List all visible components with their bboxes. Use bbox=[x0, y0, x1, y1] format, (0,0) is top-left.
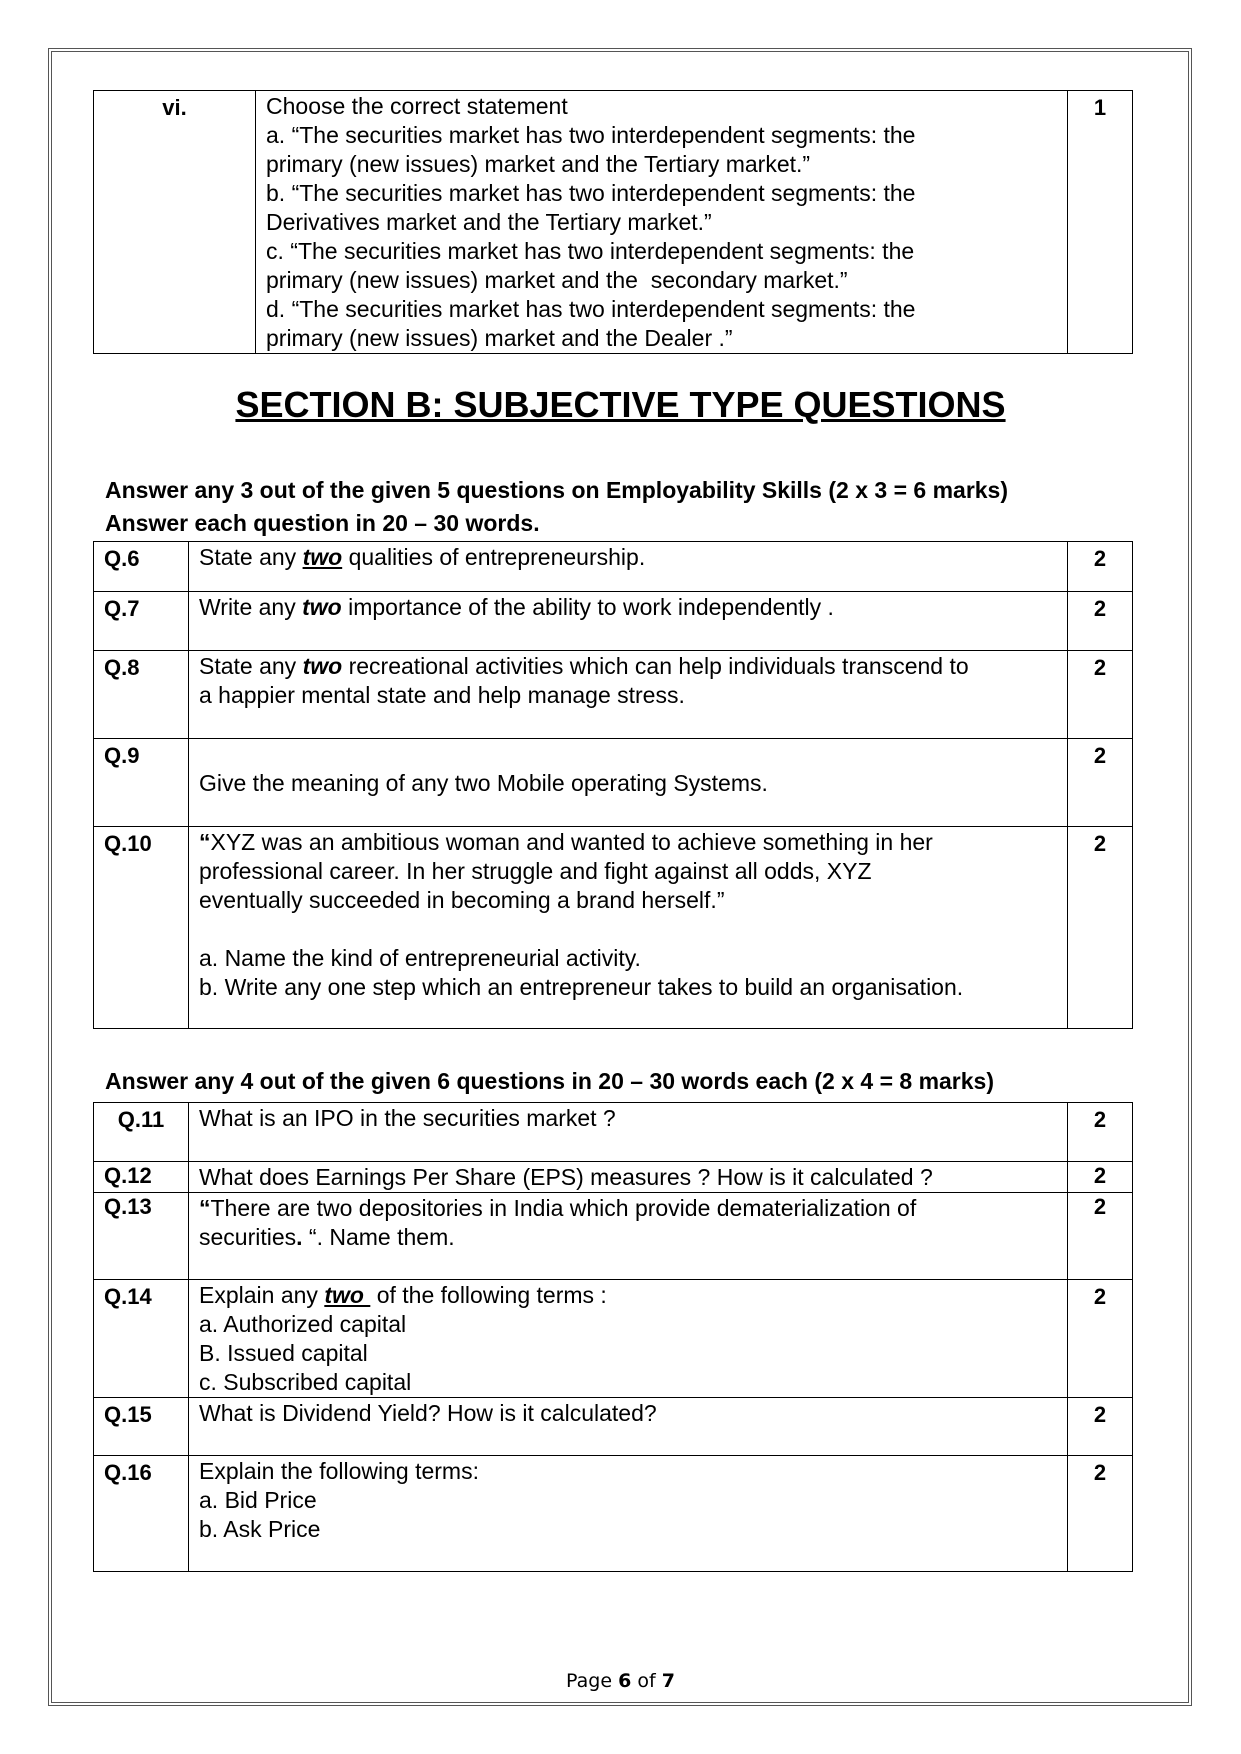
text-segment: XYZ was an ambitious woman and wanted to achieve something in her bbox=[210, 829, 933, 855]
option-b-line: Derivatives market and the Tertiary market.” bbox=[266, 209, 712, 235]
table-row bbox=[94, 91, 1133, 354]
table-row bbox=[94, 651, 1133, 739]
page-label: Page bbox=[566, 1670, 619, 1692]
question-line: a happier mental state and help manage stress. bbox=[199, 682, 685, 708]
table-row bbox=[94, 1280, 1133, 1398]
marks: 2 bbox=[1068, 739, 1133, 827]
question-text bbox=[189, 1456, 1068, 1572]
question-line: Choose the correct statement bbox=[266, 93, 568, 119]
question-text bbox=[189, 651, 1068, 739]
table-row bbox=[94, 1162, 1133, 1193]
text-segment: There are two depositories in India which provide dematerialization of bbox=[210, 1195, 917, 1221]
question-number: Q.8 bbox=[94, 651, 189, 739]
question-line: eventually succeeded in becoming a brand herself.” bbox=[199, 887, 725, 913]
table-row bbox=[94, 1193, 1133, 1280]
quote-mark: “ bbox=[199, 1195, 211, 1221]
quote-mark: “ bbox=[199, 829, 211, 855]
question-number: Q.10 bbox=[94, 827, 189, 1029]
option-c-line: c. “The securities market has two interdependent segments: the bbox=[266, 238, 915, 264]
total-pages-number: 7 bbox=[661, 1670, 675, 1692]
marks: 2 bbox=[1068, 1162, 1133, 1193]
question-number: Q.11 bbox=[94, 1103, 189, 1162]
emphasis-text: two bbox=[302, 544, 343, 570]
current-page-number: 6 bbox=[618, 1670, 632, 1692]
question-number: Q.12 bbox=[94, 1162, 189, 1193]
questions-6-10-table bbox=[93, 541, 1133, 1029]
section-title-text: SECTION B: SUBJECTIVE TYPE QUESTIONS bbox=[235, 384, 1006, 425]
table-row bbox=[94, 739, 1133, 827]
marks: 2 bbox=[1068, 542, 1133, 592]
part-a-line: a. Name the kind of entrepreneurial activity. bbox=[199, 945, 641, 971]
text-segment: Explain any bbox=[199, 1282, 325, 1308]
section-title bbox=[0, 384, 1241, 426]
table-row bbox=[94, 1398, 1133, 1456]
instruction-line: Answer any 4 out of the given 6 questions in 20 – 30 words each (2 x 4 = 8 marks) bbox=[105, 1068, 995, 1094]
question-line bbox=[199, 828, 1057, 857]
question-text bbox=[256, 91, 1068, 354]
part-b-line: b. Write any one step which an entrepreneur takes to build an organisation. bbox=[199, 974, 964, 1000]
text-segment: “. Name them. bbox=[302, 1224, 455, 1250]
instructions-securities bbox=[105, 1065, 994, 1098]
table-row bbox=[94, 542, 1133, 592]
question-line bbox=[199, 652, 1057, 681]
question-line bbox=[199, 1223, 1057, 1252]
question-text bbox=[189, 542, 1068, 592]
question-number: Q.16 bbox=[94, 1456, 189, 1572]
text-segment: recreational activities which can help individuals transcend to bbox=[342, 653, 969, 679]
question-vi-table bbox=[93, 90, 1133, 354]
option-a-line: primary (new issues) market and the Tertiary market.” bbox=[266, 151, 811, 177]
instructions-employability bbox=[105, 474, 1008, 540]
option-d-line: primary (new issues) market and the Dealer .” bbox=[266, 325, 733, 351]
page-of-label: of bbox=[631, 1670, 662, 1692]
question-line: Give the meaning of any two Mobile operating Systems. bbox=[199, 770, 768, 796]
question-text bbox=[189, 1280, 1068, 1398]
list-item: c. Subscribed capital bbox=[199, 1369, 412, 1395]
option-c-line: primary (new issues) market and the secondary market.” bbox=[266, 267, 848, 293]
question-number: Q.15 bbox=[94, 1398, 189, 1456]
question-line: Explain the following terms: bbox=[199, 1458, 479, 1484]
text-segment: State any bbox=[199, 544, 303, 570]
question-text bbox=[189, 827, 1068, 1029]
instruction-line: Answer any 3 out of the given 5 questions on Employability Skills (2 x 3 = 6 marks) bbox=[105, 477, 1009, 503]
question-number: Q.7 bbox=[94, 592, 189, 651]
marks: 2 bbox=[1068, 1103, 1133, 1162]
question-line: professional career. In her struggle and fight against all odds, XYZ bbox=[199, 858, 872, 884]
question-number: Q.13 bbox=[94, 1193, 189, 1280]
marks: 2 bbox=[1068, 1280, 1133, 1398]
marks: 2 bbox=[1068, 1398, 1133, 1456]
emphasis-text: two bbox=[302, 594, 342, 620]
table-row bbox=[94, 1103, 1133, 1162]
instruction-line: Answer each question in 20 – 30 words. bbox=[105, 510, 540, 536]
question-text: What is an IPO in the securities market ? bbox=[189, 1103, 1068, 1162]
question-text bbox=[189, 1193, 1068, 1280]
list-item: B. Issued capital bbox=[199, 1340, 368, 1366]
emphasis-text: two bbox=[302, 653, 343, 679]
emphasis-text: two bbox=[324, 1282, 371, 1308]
question-text: What does Earnings Per Share (EPS) measures ? How is it calculated ? bbox=[189, 1162, 1068, 1193]
question-line bbox=[199, 1281, 1057, 1310]
text-segment: importance of the ability to work independently . bbox=[341, 594, 834, 620]
text-segment: . bbox=[296, 1224, 303, 1250]
question-text bbox=[189, 739, 1068, 827]
list-item: a. Bid Price bbox=[199, 1487, 317, 1513]
marks: 2 bbox=[1068, 827, 1133, 1029]
questions-11-16-table bbox=[93, 1102, 1133, 1572]
marks: 2 bbox=[1068, 1193, 1133, 1280]
text-segment: State any bbox=[199, 653, 303, 679]
table-row bbox=[94, 1456, 1133, 1572]
marks: 2 bbox=[1068, 592, 1133, 651]
question-text bbox=[189, 592, 1068, 651]
question-text: What is Dividend Yield? How is it calculated? bbox=[189, 1398, 1068, 1456]
text-segment: qualities of entrepreneurship. bbox=[342, 544, 646, 570]
list-item: a. Authorized capital bbox=[199, 1311, 407, 1337]
text-segment: securities bbox=[199, 1224, 297, 1250]
text-segment: Write any bbox=[199, 594, 303, 620]
table-row bbox=[94, 827, 1133, 1029]
marks: 1 bbox=[1068, 91, 1133, 354]
text-segment: of the following terms : bbox=[370, 1282, 607, 1308]
marks: 2 bbox=[1068, 651, 1133, 739]
question-line bbox=[199, 1194, 1057, 1223]
list-item: b. Ask Price bbox=[199, 1516, 321, 1542]
question-number: vi. bbox=[94, 91, 256, 354]
option-a-line: a. “The securities market has two interdependent segments: the bbox=[266, 122, 916, 148]
table-row bbox=[94, 592, 1133, 651]
page-footer bbox=[0, 1670, 1241, 1692]
question-number: Q.9 bbox=[94, 739, 189, 827]
option-d-line: d. “The securities market has two interdependent segments: the bbox=[266, 296, 916, 322]
question-number: Q.6 bbox=[94, 542, 189, 592]
option-b-line: b. “The securities market has two interdependent segments: the bbox=[266, 180, 916, 206]
question-number: Q.14 bbox=[94, 1280, 189, 1398]
marks: 2 bbox=[1068, 1456, 1133, 1572]
